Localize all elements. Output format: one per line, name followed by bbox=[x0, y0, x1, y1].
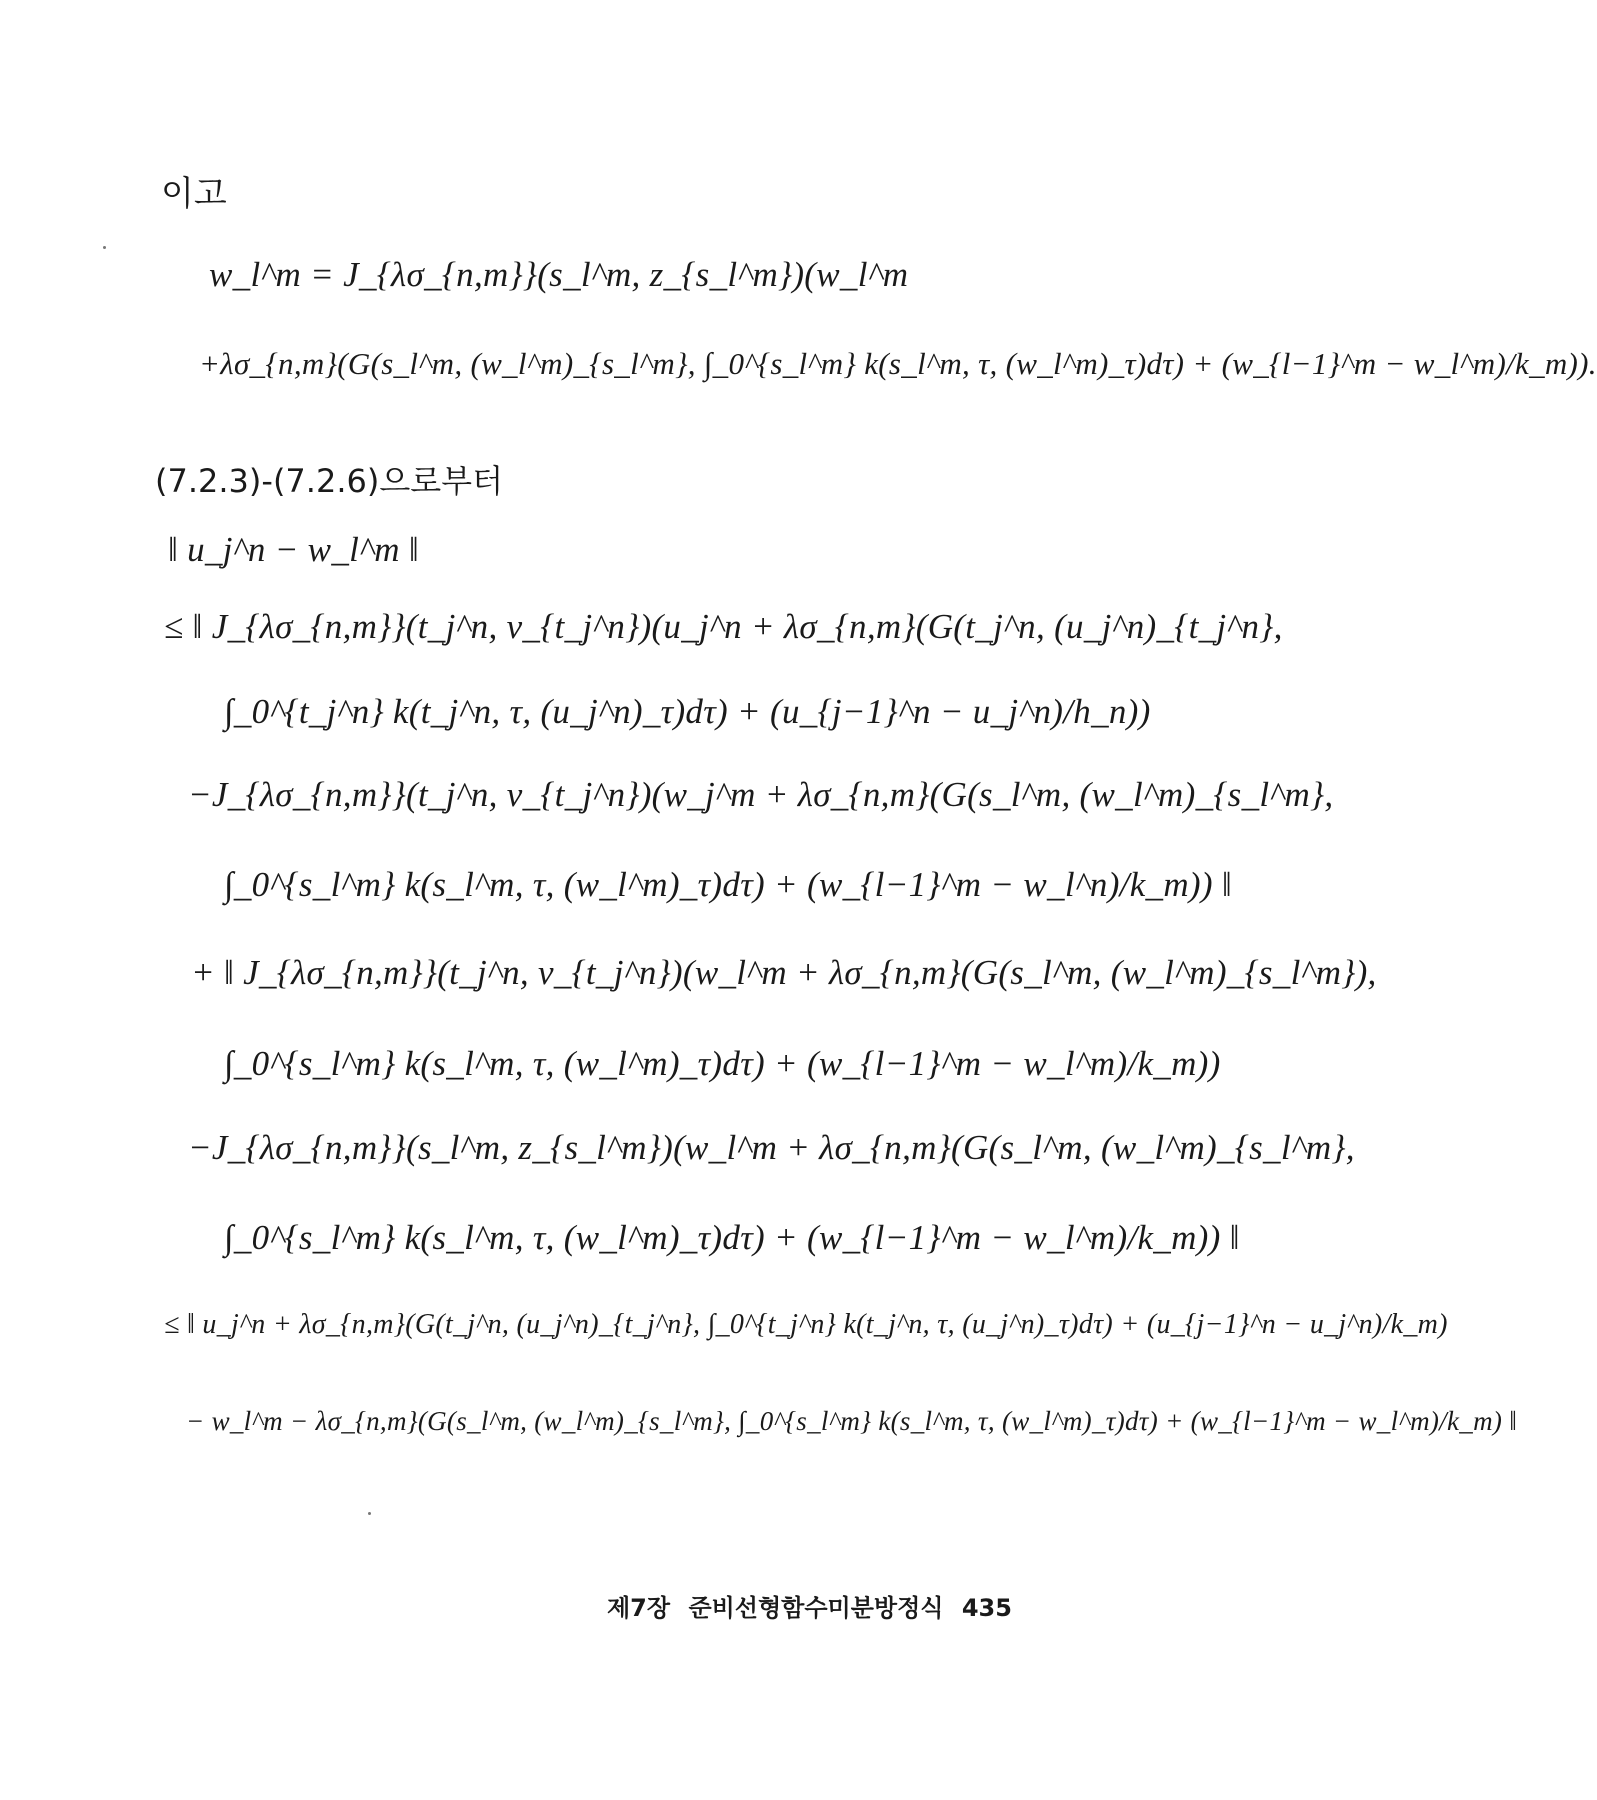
derivation-line-3: ∫_0^{t_j^n} k(t_j^n, τ, (u_j^n)_τ)dτ) + (u_{j−1}^n − u_j^n)/h_n)) bbox=[224, 692, 1151, 731]
derivation-line-9: ∫_0^{s_l^m} k(s_l^m, τ, (w_l^m)_τ)dτ) + (w_{l−1}^m − w_l^m)/k_m)) ‖ bbox=[224, 1218, 1240, 1257]
page-footer bbox=[607, 1588, 1022, 1623]
derivation-line-1: ‖ u_j^n − w_l^m ‖ bbox=[168, 530, 419, 569]
footer-chapter: 제7장 bbox=[607, 1594, 671, 1622]
derivation-line-6: + ‖ J_{λσ_{n,m}}(t_j^n, v_{t_j^n})(w_l^m + λσ_{n,m}(G(s_l^m, (w_l^m)_{s_l^m}), bbox=[191, 953, 1377, 992]
reference-text: (7.2.3)-(7.2.6)으로부터 bbox=[155, 462, 503, 500]
page-number: 435 bbox=[961, 1594, 1012, 1622]
equation-w-line-1: w_l^m = J_{λσ_{n,m}}(s_l^m, z_{s_l^m})(w_l^m bbox=[209, 255, 909, 294]
derivation-line-10: ≤ ‖ u_j^n + λσ_{n,m}(G(t_j^n, (u_j^n)_{t_j^n}, ∫_0^{t_j^n} k(t_j^n, τ, (u_j^n)_τ)dτ) + (u_{j−1}^n − u_j^n)/k_m) bbox=[164, 1309, 1448, 1340]
derivation-line-2: ≤ ‖ J_{λσ_{n,m}}(t_j^n, v_{t_j^n})(u_j^n + λσ_{n,m}(G(t_j^n, (u_j^n)_{t_j^n}, bbox=[164, 607, 1283, 646]
intro-word: 이고 bbox=[161, 174, 227, 214]
scan-speck bbox=[103, 246, 106, 249]
derivation-line-8: −J_{λσ_{n,m}}(s_l^m, z_{s_l^m})(w_l^m + λσ_{n,m}(G(s_l^m, (w_l^m)_{s_l^m}, bbox=[188, 1128, 1355, 1167]
derivation-line-11: − w_l^m − λσ_{n,m}(G(s_l^m, (w_l^m)_{s_l^m}, ∫_0^{s_l^m} k(s_l^m, τ, (w_l^m)_τ)dτ) + (w_{l−1}^m − w_l^m)/k_m) ‖ bbox=[186, 1406, 1518, 1436]
derivation-line-5: ∫_0^{s_l^m} k(s_l^m, τ, (w_l^m)_τ)dτ) + (w_{l−1}^m − w_l^n)/k_m)) ‖ bbox=[224, 865, 1232, 904]
footer-title: 준비선형함수미분방정식 bbox=[688, 1594, 944, 1622]
scan-speck bbox=[368, 1512, 371, 1515]
derivation-line-7: ∫_0^{s_l^m} k(s_l^m, τ, (w_l^m)_τ)dτ) + (w_{l−1}^m − w_l^m)/k_m)) bbox=[224, 1044, 1221, 1083]
derivation-line-4: −J_{λσ_{n,m}}(t_j^n, v_{t_j^n})(w_j^m + λσ_{n,m}(G(s_l^m, (w_l^m)_{s_l^m}, bbox=[188, 775, 1334, 814]
equation-w-line-2: +λσ_{n,m}(G(s_l^m, (w_l^m)_{s_l^m}, ∫_0^{s_l^m} k(s_l^m, τ, (w_l^m)_τ)dτ) + (w_{l−1}^m − w_l^m)/k_m)). bbox=[199, 346, 1597, 381]
